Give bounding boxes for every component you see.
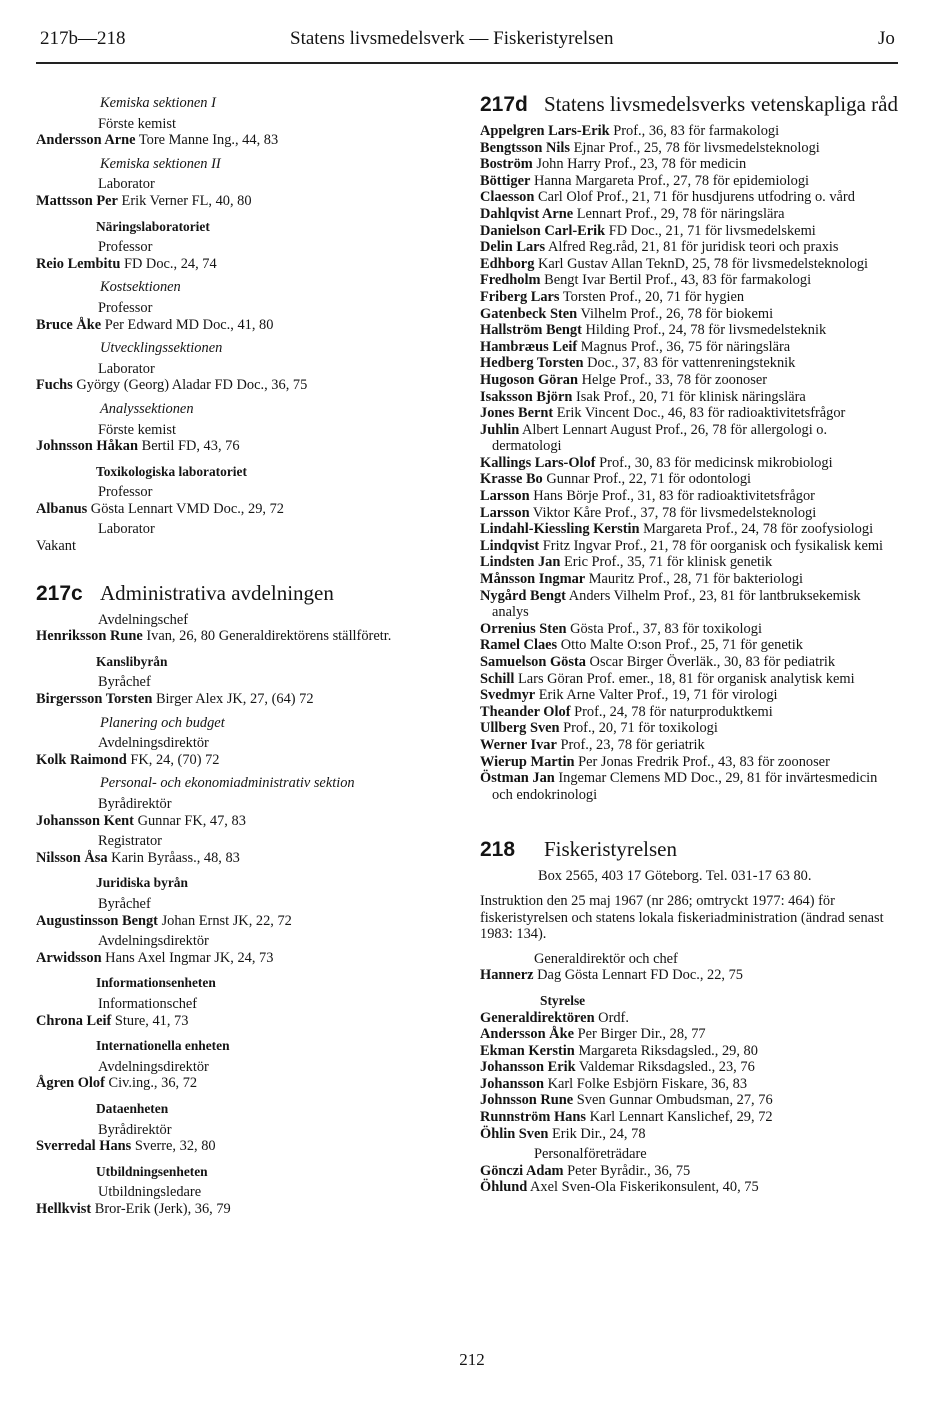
person-details: György (Georg) Aladar FD Doc., 36, 75	[72, 377, 308, 394]
person-details: Doc., 37, 83 för vattenreningsteknik	[583, 355, 796, 372]
person-details: Anders Vilhelm Prof., 23, 81 för lantbruksekemisk analys	[492, 587, 861, 621]
person-surname: Albanus	[36, 500, 88, 517]
person-surname: Ullberg Sven	[480, 720, 560, 737]
person-entry	[480, 123, 898, 140]
person-entry	[480, 389, 898, 406]
person-surname: Arwidsson	[36, 949, 102, 966]
person-surname: Hedberg Torsten	[480, 355, 584, 372]
role-title: Avdelningsdirektör	[98, 933, 209, 950]
section-title: Fiskeristyrelsen	[544, 837, 677, 862]
person-surname: Augustinsson Bengt	[36, 912, 158, 929]
role-title: Generaldirektör och chef	[534, 950, 678, 967]
person-entry	[36, 377, 448, 394]
person-details: Bertil FD, 43, 76	[138, 438, 240, 455]
person-surname: Juhlin	[480, 421, 520, 438]
person-entry	[480, 737, 898, 754]
person-details: Fritz Ingvar Prof., 21, 78 för oorganisk och fysikalisk kemi	[539, 537, 884, 554]
person-details: Vakant	[36, 538, 76, 555]
person-entry	[36, 317, 448, 334]
person-details: Erik Arne Valter Prof., 19, 71 för virologi	[535, 687, 778, 704]
person-surname: Chrona Leif	[36, 1012, 112, 1029]
person-entry	[480, 687, 898, 704]
person-surname: Isaksson Björn	[480, 388, 573, 405]
person-surname: Böttiger	[480, 172, 531, 189]
person-entry	[480, 1163, 898, 1180]
person-surname: Hugoson Göran	[480, 371, 578, 388]
person-details: Ordf.	[594, 1009, 629, 1026]
person-details: Axel Sven-Ola Fiskerikonsulent, 40, 75	[527, 1179, 759, 1196]
person-details: Peter Byrådir., 36, 75	[563, 1162, 691, 1179]
right-column	[480, 92, 898, 1196]
person-surname: Werner Ivar	[480, 736, 557, 753]
instruction-paragraph: Instruktion den 25 maj 1967 (nr 286; omtryckt 1977: 464) för fiskeristyrelsen och statens lokala fiskeriadministration (ändrad senast 1983: 134).	[480, 892, 884, 943]
person-entry	[480, 206, 898, 223]
role-title: Informationschef	[98, 995, 198, 1012]
person-surname: Andersson Arne	[36, 132, 136, 149]
person-surname: Henriksson Rune	[36, 628, 143, 645]
person-surname: Hellkvist	[36, 1200, 92, 1217]
person-surname: Fredholm	[480, 272, 541, 289]
role-title: Förste kemist	[98, 421, 176, 438]
person-entry	[36, 1201, 448, 1218]
person-entry	[480, 588, 898, 621]
person-surname: Fuchs	[36, 377, 73, 394]
person-surname: Lindahl-Kiessling Kerstin	[480, 521, 640, 538]
person-entry	[36, 501, 448, 518]
person-surname: Johansson Kent	[36, 812, 134, 829]
person-surname: Svedmyr	[480, 687, 536, 704]
unit-heading: Kanslibyrån	[96, 653, 168, 669]
person-entry	[480, 1059, 898, 1076]
person-surname: Edhborg	[480, 255, 535, 272]
person-details: Karin Byråass., 48, 83	[107, 849, 240, 866]
role-title: Laborator	[98, 360, 155, 377]
person-entry	[36, 193, 448, 210]
person-surname: Appelgren Lars-Erik	[480, 123, 610, 139]
person-details: Civ.ing., 36, 72	[104, 1075, 198, 1092]
unit-heading: Informationsenheten	[96, 975, 216, 991]
person-details: Prof., 36, 83 för farmakologi	[609, 123, 780, 139]
person-surname: Samuelson Gösta	[480, 654, 586, 670]
person-entry	[480, 355, 898, 372]
person-details: Eric Prof., 35, 71 för klinisk genetik	[560, 554, 773, 571]
person-details: Helge Prof., 33, 78 för zoonoser	[577, 371, 768, 388]
person-surname: Östman Jan	[480, 770, 555, 787]
section-heading	[480, 837, 898, 862]
person-entry	[480, 156, 898, 173]
person-entry	[480, 571, 898, 588]
person-entry	[480, 239, 898, 256]
person-details: Bengt Ivar Bertil Prof., 43, 83 för farmakologi	[540, 272, 812, 289]
section-title: Statens livsmedelsverks vetenskapliga råd	[544, 92, 898, 116]
person-entry	[480, 372, 898, 389]
person-details: Prof., 23, 78 för geriatrik	[556, 736, 705, 753]
role-title: Professor	[98, 299, 153, 316]
person-details: Lennart Prof., 29, 78 för näringslära	[573, 205, 785, 222]
person-surname: Kallings Lars-Olof	[480, 454, 596, 471]
person-details: Erik Verner FL, 40, 80	[117, 192, 252, 209]
person-details: Gunnar Prof., 22, 71 för odontologi	[542, 471, 752, 488]
person-details: Carl Olof Prof., 21, 71 för husdjurens utfodring o. vård	[534, 189, 855, 206]
person-details: Torsten Prof., 20, 71 för hygien	[559, 288, 745, 305]
person-entry	[480, 1092, 898, 1109]
person-entry	[480, 272, 898, 289]
person-details: Lars Göran Prof. emer., 18, 81 för organisk analytisk kemi	[514, 670, 855, 687]
person-entry	[480, 140, 898, 157]
person-surname: Månsson Ingmar	[480, 571, 586, 588]
running-head-title: Statens livsmedelsverk — Fiskeristyrelsen	[290, 28, 614, 49]
person-details: Tore Manne Ing., 44, 83	[135, 132, 279, 149]
person-details: Bror-Erik (Jerk), 36, 79	[91, 1200, 231, 1217]
person-entry	[36, 132, 448, 149]
person-surname: Reio Lembitu	[36, 255, 121, 272]
person-details: Ingemar Clemens MD Doc., 29, 81 för invärtesmedicin och endokrinologi	[492, 770, 878, 803]
role-title: Byrådirektör	[98, 1121, 172, 1138]
running-head-right: Jo	[878, 28, 895, 49]
unit-heading: Näringslaboratoriet	[96, 218, 210, 234]
person-entry	[36, 752, 448, 769]
role-title: Professor	[98, 239, 153, 256]
person-details: Erik Vincent Doc., 46, 83 för radioaktivitetsfrågor	[553, 405, 846, 422]
person-entry	[480, 223, 898, 240]
person-surname: Larsson	[480, 488, 530, 505]
role-title: Avdelningsdirektör	[98, 1058, 209, 1075]
person-surname: Generaldirektören	[480, 1009, 595, 1026]
person-details: Erik Dir., 24, 78	[548, 1125, 646, 1142]
person-entry	[480, 405, 898, 422]
person-surname: Lindsten Jan	[480, 554, 561, 571]
person-entry	[480, 621, 898, 638]
person-details: Prof., 24, 78 för naturproduktkemi	[570, 703, 773, 720]
role-title: Laborator	[98, 521, 155, 538]
person-details: Albert Lennart August Prof., 26, 78 för allergologi o. dermatologi	[492, 421, 828, 455]
person-surname: Jones Bernt	[480, 405, 554, 422]
person-surname: Runnström Hans	[480, 1109, 586, 1126]
person-entry	[480, 654, 898, 671]
person-surname: Kolk Raimond	[36, 751, 127, 768]
person-surname: Schill	[480, 670, 515, 687]
person-entry	[480, 256, 898, 273]
role-title: Utbildningsledare	[98, 1184, 202, 1201]
person-surname: Friberg Lars	[480, 288, 560, 305]
person-details: FK, 24, (70) 72	[126, 751, 220, 768]
person-details: Oscar Birger Överläk., 30, 83 för pediatrik	[585, 654, 836, 670]
section-heading	[36, 581, 448, 606]
person-details: Sture, 41, 73	[111, 1012, 189, 1029]
person-surname: Sverredal Hans	[36, 1138, 132, 1155]
person-details: Hanna Margareta Prof., 27, 78 för epidemiologi	[530, 172, 810, 189]
role-title: Förste kemist	[98, 115, 176, 132]
person-details: Isak Prof., 20, 71 för klinisk näringslära	[572, 388, 806, 405]
person-details: Per Edward MD Doc., 41, 80	[101, 316, 274, 333]
subsection-heading: Analyssektionen	[100, 400, 194, 417]
person-surname: Claesson	[480, 189, 535, 206]
role-title: Avdelningsdirektör	[98, 735, 209, 752]
person-entry	[480, 173, 898, 190]
person-entry	[480, 554, 898, 571]
person-surname: Delin Lars	[480, 239, 546, 256]
person-surname: Wierup Martin	[480, 753, 575, 770]
person-surname: Birgersson Torsten	[36, 691, 153, 708]
unit-heading: Dataenheten	[96, 1100, 169, 1116]
person-entry	[480, 1010, 898, 1027]
person-details: Per Jonas Fredrik Prof., 43, 83 för zoonoser	[574, 753, 830, 770]
person-surname: Gönczi Adam	[480, 1162, 564, 1179]
role-title: Professor	[98, 484, 153, 501]
person-entry	[480, 720, 898, 737]
person-entry	[480, 289, 898, 306]
person-surname: Nilsson Åsa	[36, 849, 108, 866]
section-number: 217c	[36, 581, 83, 605]
person-details: Karl Gustav Allan TeknD, 25, 78 för livsmedelsteknologi	[534, 255, 869, 272]
person-details: Per Birger Dir., 28, 77	[573, 1026, 706, 1043]
subsection-heading: Kemiska sektionen I	[100, 95, 216, 111]
person-details: Karl Folke Esbjörn Fiskare, 36, 83	[544, 1075, 748, 1092]
person-surname: Dahlqvist Arne	[480, 205, 574, 222]
unit-heading: Utbildningsenheten	[96, 1163, 208, 1179]
person-entry	[480, 637, 898, 654]
person-entry	[36, 950, 448, 967]
person-entry	[480, 306, 898, 323]
person-entry	[480, 339, 898, 356]
person-details: Margareta Riksdagsled., 29, 80	[574, 1042, 758, 1059]
person-entry	[480, 455, 898, 472]
running-head-left: 217b—218	[40, 28, 126, 49]
person-surname: Öhlund	[480, 1179, 528, 1196]
person-details: FD Doc., 24, 74	[120, 255, 217, 272]
person-entry	[480, 1076, 898, 1093]
person-surname: Öhlin Sven	[480, 1125, 549, 1142]
person-entry	[36, 538, 448, 555]
person-entry	[480, 505, 898, 522]
unit-heading: Styrelse	[540, 992, 586, 1008]
person-surname: Boström	[480, 156, 533, 173]
person-entry	[36, 850, 448, 867]
section-title: Administrativa avdelningen	[100, 580, 334, 605]
person-surname: Ekman Kerstin	[480, 1042, 575, 1059]
person-details: FD Doc., 21, 71 för livsmedelskemi	[605, 222, 816, 239]
left-column	[36, 88, 448, 1217]
person-entry	[480, 521, 898, 538]
person-surname: Bruce Åke	[36, 316, 102, 333]
person-details: Sven Gunnar Ombudsman, 27, 76	[573, 1092, 773, 1109]
person-entry	[36, 256, 448, 273]
person-surname: Hallström Bengt	[480, 322, 582, 339]
person-entry	[36, 913, 448, 930]
person-surname: Theander Olof	[480, 703, 571, 720]
person-entry	[36, 1013, 448, 1030]
person-entry	[480, 671, 898, 688]
person-details: Sverre, 32, 80	[131, 1138, 216, 1155]
person-details: Dag Gösta Lennart FD Doc., 22, 75	[533, 967, 743, 984]
person-surname: Johnsson Håkan	[36, 438, 138, 455]
person-surname: Hambræus Leif	[480, 338, 578, 355]
person-entry	[480, 754, 898, 771]
unit-heading: Internationella enheten	[96, 1038, 230, 1054]
person-details: Gösta Lennart VMD Doc., 29, 72	[87, 500, 284, 517]
person-entry	[480, 770, 898, 803]
person-entry	[480, 1026, 898, 1043]
header-rule	[36, 62, 898, 64]
person-entry	[36, 1075, 448, 1092]
person-surname: Johnsson Rune	[480, 1092, 574, 1109]
person-details: Valdemar Riksdagsled., 23, 76	[575, 1059, 755, 1076]
person-surname: Mattsson Per	[36, 192, 118, 209]
person-surname: Johansson Erik	[480, 1059, 576, 1076]
person-details: Prof., 20, 71 för toxikologi	[559, 720, 718, 737]
subsection-heading: Kostsektionen	[100, 279, 181, 296]
person-surname: Orrenius Sten	[480, 620, 567, 637]
person-surname: Johansson	[480, 1075, 544, 1092]
person-entry	[480, 422, 898, 455]
person-details: Gösta Prof., 37, 83 för toxikologi	[566, 620, 762, 637]
unit-heading: Toxikologiska laboratoriet	[96, 463, 247, 479]
role-title: Personalföreträdare	[534, 1146, 647, 1163]
person-details: Margareta Prof., 24, 78 för zoofysiologi	[639, 521, 874, 538]
section-heading	[480, 92, 898, 117]
person-details: Magnus Prof., 36, 75 för näringslära	[577, 338, 791, 355]
person-details: Birger Alex JK, 27, (64) 72	[152, 691, 314, 708]
person-details: Prof., 30, 83 för medicinsk mikrobiologi	[595, 454, 833, 471]
role-title: Byrådirektör	[98, 796, 172, 812]
person-entry	[480, 704, 898, 721]
person-surname: Ågren Olof	[36, 1075, 105, 1092]
person-details: John Harry Prof., 23, 78 för medicin	[532, 156, 747, 173]
person-details: Ivan, 26, 80 Generaldirektörens ställföretr.	[142, 628, 392, 645]
page-number: 212	[459, 1350, 485, 1369]
unit-heading: Juridiska byrån	[96, 875, 188, 891]
person-entry	[480, 1109, 898, 1126]
role-title: Byråchef	[98, 895, 151, 912]
person-surname: Hannerz	[480, 967, 534, 984]
person-surname: Danielson Carl-Erik	[480, 222, 606, 239]
section-gap	[480, 803, 898, 837]
person-details: Vilhelm Prof., 26, 78 för biokemi	[577, 305, 774, 322]
person-entry	[36, 628, 448, 645]
person-details: Gunnar FK, 47, 83	[133, 812, 246, 829]
role-title: Avdelningschef	[98, 611, 189, 628]
person-entry	[480, 488, 898, 505]
person-details: Ejnar Prof., 25, 78 för livsmedelsteknologi	[569, 139, 820, 156]
person-entry	[480, 189, 898, 206]
person-surname: Gatenbeck Sten	[480, 305, 578, 322]
subsection-heading: Utvecklingssektionen	[100, 340, 223, 357]
person-surname: Ramel Claes	[480, 637, 558, 654]
section-number: 217d	[480, 93, 528, 116]
person-entry	[480, 471, 898, 488]
role-title: Laborator	[98, 176, 155, 193]
person-entry	[36, 438, 448, 455]
person-entry	[36, 813, 448, 830]
person-details: Otto Malte O:son Prof., 25, 71 för genetik	[557, 637, 803, 654]
person-entry	[480, 1126, 898, 1143]
role-title: Registrator	[98, 833, 162, 850]
person-details: Hilding Prof., 24, 78 för livsmedelsteknik	[581, 322, 827, 339]
person-surname: Lindqvist	[480, 537, 540, 554]
role-title: Byråchef	[98, 674, 151, 691]
person-entry	[480, 322, 898, 339]
person-surname: Larsson	[480, 504, 530, 521]
person-details: Alfred Reg.råd, 21, 81 för juridisk teori och praxis	[545, 239, 839, 256]
person-details: Karl Lennart Kanslichef, 29, 72	[585, 1109, 773, 1126]
subsection-heading: Personal- och ekonomiadministrativ sektion	[100, 775, 355, 792]
person-surname: Andersson Åke	[480, 1026, 574, 1043]
address-line: Box 2565, 403 17 Göteborg. Tel. 031-17 63 80.	[538, 868, 812, 885]
person-details: Johan Ernst JK, 22, 72	[157, 912, 292, 929]
person-surname: Nygård Bengt	[480, 587, 566, 604]
person-entry	[36, 1138, 448, 1155]
person-details: Mauritz Prof., 28, 71 för bakteriologi	[585, 571, 803, 588]
person-entry	[480, 967, 898, 984]
person-entry	[480, 1043, 898, 1060]
person-entry	[480, 538, 898, 555]
person-surname: Bengtsson Nils	[480, 139, 570, 156]
person-surname: Krasse Bo	[480, 471, 543, 488]
person-details: Viktor Kåre Prof., 37, 78 för livsmedelsteknologi	[529, 504, 817, 521]
person-entry	[36, 691, 448, 708]
subsection-heading: Planering och budget	[100, 714, 225, 731]
section-number: 218	[480, 838, 516, 862]
person-details: Hans Börje Prof., 31, 83 för radioaktivitetsfrågor	[529, 488, 815, 505]
person-entry	[480, 1179, 898, 1196]
subsection-heading: Kemiska sektionen II	[100, 155, 221, 172]
person-details: Hans Axel Ingmar JK, 24, 73	[101, 949, 274, 966]
